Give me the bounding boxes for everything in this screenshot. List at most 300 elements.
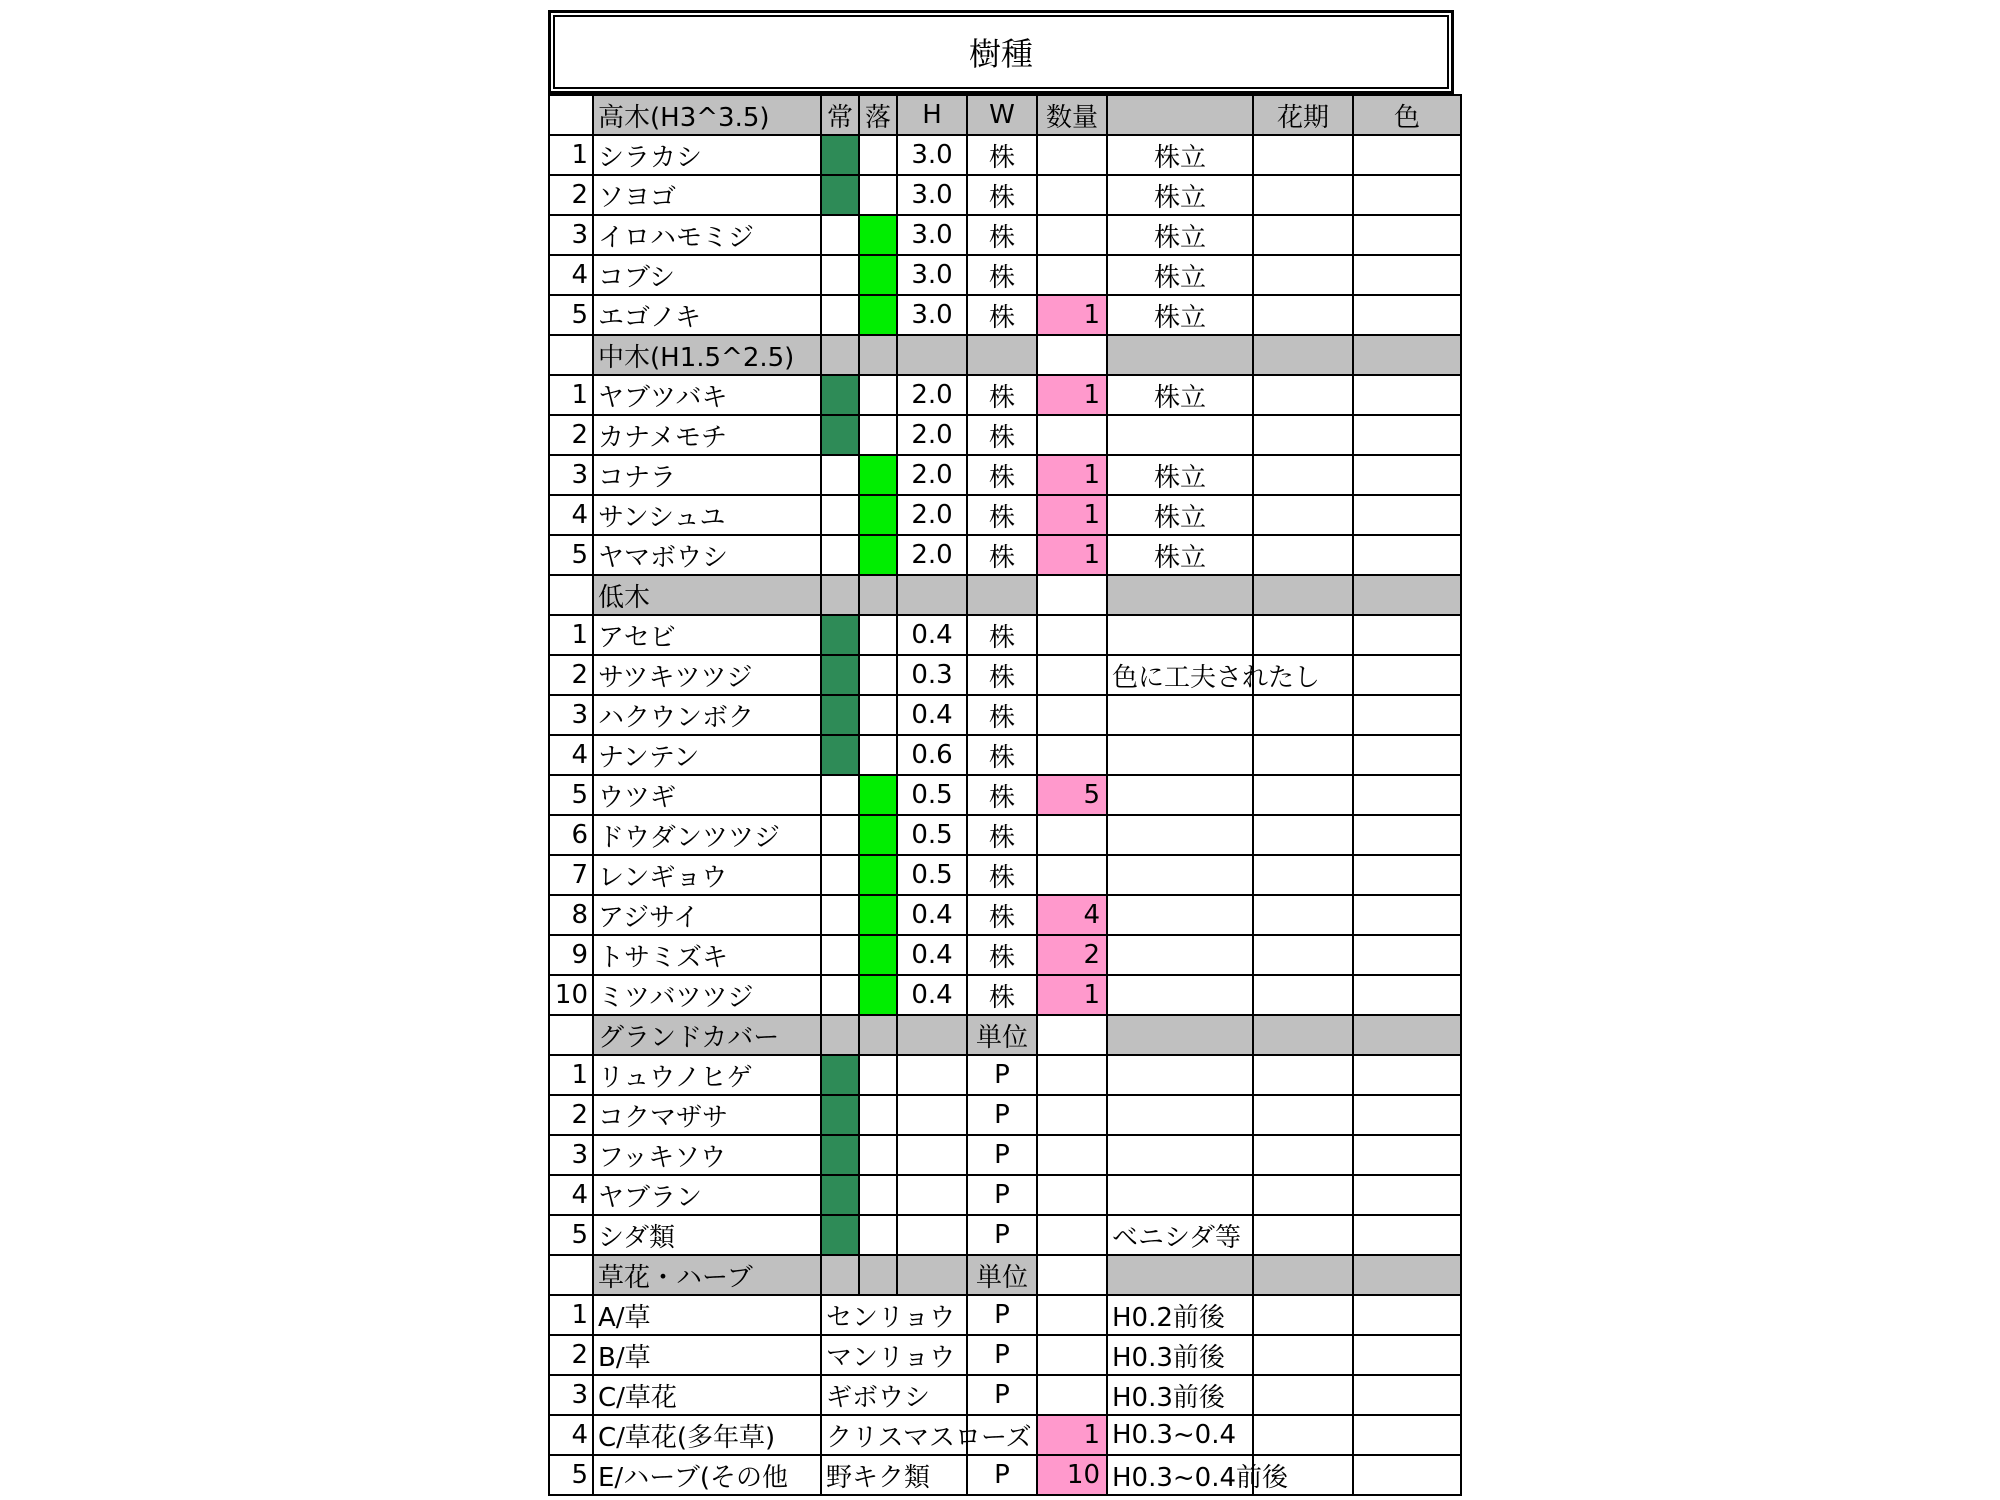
deciduous-marker <box>859 1175 897 1215</box>
deciduous-marker <box>859 855 897 895</box>
plant-name: イロハモミジ <box>593 215 821 255</box>
height-value: 0.4 <box>897 975 967 1015</box>
color-cell <box>1353 815 1461 855</box>
evergreen-marker <box>821 695 859 735</box>
header-deciduous: 落 <box>859 95 897 135</box>
note-value: 株立 <box>1107 375 1253 415</box>
row-number: 4 <box>549 495 593 535</box>
header-bloom: 花期 <box>1253 95 1353 135</box>
note-value <box>1107 1135 1253 1175</box>
deciduous-marker <box>859 255 897 295</box>
color-cell <box>1353 135 1461 175</box>
note-value: 株立 <box>1107 295 1253 335</box>
color-cell <box>1353 1295 1461 1335</box>
height-value: 2.0 <box>897 495 967 535</box>
note-value <box>1107 615 1253 655</box>
section-color-cell <box>1353 1255 1461 1295</box>
color-cell <box>1353 215 1461 255</box>
bloom-period-cell <box>1253 1135 1353 1175</box>
section-unit-label: 単位 <box>967 1255 1037 1295</box>
section-header-row <box>549 335 1461 375</box>
quantity-value <box>1037 735 1107 775</box>
quantity-value <box>1037 615 1107 655</box>
note-value: 株立 <box>1107 495 1253 535</box>
quantity-value <box>1037 255 1107 295</box>
evergreen-marker <box>821 1215 859 1255</box>
bloom-period-cell <box>1253 255 1353 295</box>
plant-name: レンギョウ <box>593 855 821 895</box>
table-row <box>549 935 1461 975</box>
quantity-value: 1 <box>1037 975 1107 1015</box>
height-value: 3.0 <box>897 255 967 295</box>
section-evergreen-cell <box>821 335 859 375</box>
unit-value: 株 <box>967 375 1037 415</box>
color-cell <box>1353 1375 1461 1415</box>
table-row <box>549 535 1461 575</box>
deciduous-marker <box>859 775 897 815</box>
color-cell <box>1353 895 1461 935</box>
plant-name: リュウノヒゲ <box>593 1055 821 1095</box>
evergreen-marker <box>821 1055 859 1095</box>
quantity-value: 1 <box>1037 295 1107 335</box>
unit-value: 株 <box>967 935 1037 975</box>
bloom-period-cell <box>1253 375 1353 415</box>
quantity-value: 1 <box>1037 495 1107 535</box>
plant-name: コブシ <box>593 255 821 295</box>
height-value: 0.4 <box>897 895 967 935</box>
deciduous-marker <box>859 1135 897 1175</box>
example-species: ギボウシ <box>821 1375 967 1415</box>
row-number: 5 <box>549 535 593 575</box>
plant-name: C/草花 <box>593 1375 821 1415</box>
color-cell <box>1353 455 1461 495</box>
evergreen-marker <box>821 175 859 215</box>
color-cell <box>1353 1415 1461 1455</box>
color-cell <box>1353 735 1461 775</box>
example-species: クリスマスローズ <box>821 1415 967 1455</box>
deciduous-marker <box>859 535 897 575</box>
evergreen-marker <box>821 1175 859 1215</box>
color-cell <box>1353 1455 1461 1495</box>
section-header-row <box>549 1015 1461 1055</box>
unit-value: 株 <box>967 775 1037 815</box>
note-value <box>1107 695 1253 735</box>
quantity-value: 4 <box>1037 895 1107 935</box>
note-value: H0.3~0.4 <box>1107 1415 1253 1455</box>
section-bloom-cell <box>1253 575 1353 615</box>
header-h: H <box>897 95 967 135</box>
quantity-value: 5 <box>1037 775 1107 815</box>
example-species: マンリョウ <box>821 1335 967 1375</box>
table-row <box>549 415 1461 455</box>
row-number: 1 <box>549 1295 593 1335</box>
quantity-value <box>1037 135 1107 175</box>
bloom-period-cell <box>1253 175 1353 215</box>
bloom-period-cell <box>1253 1375 1353 1415</box>
header-evergreen: 常 <box>821 95 859 135</box>
unit-value: 株 <box>967 815 1037 855</box>
bloom-period-cell <box>1253 615 1353 655</box>
table-row <box>549 495 1461 535</box>
section-unit-label <box>967 575 1037 615</box>
color-cell <box>1353 375 1461 415</box>
section-header-row <box>549 1255 1461 1295</box>
note-value <box>1107 895 1253 935</box>
plant-name: コクマザサ <box>593 1095 821 1135</box>
note-value <box>1107 775 1253 815</box>
quantity-value: 1 <box>1037 535 1107 575</box>
section-qty-cell <box>1037 1015 1107 1055</box>
table-row <box>549 375 1461 415</box>
table-row <box>549 255 1461 295</box>
deciduous-marker <box>859 375 897 415</box>
plant-name: ミツバツツジ <box>593 975 821 1015</box>
row-number: 4 <box>549 735 593 775</box>
section-deciduous-cell <box>859 575 897 615</box>
table-row <box>549 215 1461 255</box>
row-number: 2 <box>549 655 593 695</box>
section-note-cell <box>1107 335 1253 375</box>
table-row <box>549 615 1461 655</box>
height-value: 0.5 <box>897 855 967 895</box>
plant-name: サツキツツジ <box>593 655 821 695</box>
header-no <box>549 95 593 135</box>
unit-value: 株 <box>967 975 1037 1015</box>
plant-name: トサミズキ <box>593 935 821 975</box>
section-evergreen-cell <box>821 1255 859 1295</box>
bloom-period-cell <box>1253 495 1353 535</box>
note-value <box>1107 935 1253 975</box>
header-color: 色 <box>1353 95 1461 135</box>
unit-value: P <box>967 1135 1037 1175</box>
evergreen-marker <box>821 535 859 575</box>
plant-name: ハクウンボク <box>593 695 821 735</box>
quantity-value: 2 <box>1037 935 1107 975</box>
color-cell <box>1353 1215 1461 1255</box>
unit-value: P <box>967 1375 1037 1415</box>
row-number: 5 <box>549 295 593 335</box>
unit-value: P <box>967 1215 1037 1255</box>
section-note-cell <box>1107 1255 1253 1295</box>
table-body <box>549 95 1461 1495</box>
evergreen-marker <box>821 975 859 1015</box>
evergreen-marker <box>821 1095 859 1135</box>
table-row <box>549 295 1461 335</box>
plant-name: A/草 <box>593 1295 821 1335</box>
section-h-cell <box>897 575 967 615</box>
evergreen-marker <box>821 455 859 495</box>
evergreen-marker <box>821 1135 859 1175</box>
quantity-value: 1 <box>1037 375 1107 415</box>
evergreen-marker <box>821 735 859 775</box>
quantity-value <box>1037 1335 1107 1375</box>
bloom-period-cell <box>1253 295 1353 335</box>
unit-value: 株 <box>967 175 1037 215</box>
plant-name: ヤブラン <box>593 1175 821 1215</box>
evergreen-marker <box>821 815 859 855</box>
color-cell <box>1353 1095 1461 1135</box>
evergreen-marker <box>821 855 859 895</box>
deciduous-marker <box>859 615 897 655</box>
section-no-cell <box>549 575 593 615</box>
bloom-period-cell <box>1253 815 1353 855</box>
unit-value: P <box>967 1095 1037 1135</box>
bloom-period-cell <box>1253 135 1353 175</box>
note-value <box>1107 855 1253 895</box>
bloom-period-cell <box>1253 895 1353 935</box>
section-color-cell <box>1353 335 1461 375</box>
row-number: 6 <box>549 815 593 855</box>
height-value: 3.0 <box>897 175 967 215</box>
table-row <box>549 135 1461 175</box>
section-title: グランドカバー <box>593 1015 821 1055</box>
unit-value: 株 <box>967 535 1037 575</box>
note-value <box>1107 815 1253 855</box>
table-row <box>549 1295 1461 1335</box>
note-value: 株立 <box>1107 455 1253 495</box>
table-row <box>549 1175 1461 1215</box>
section-h-cell <box>897 335 967 375</box>
height-value <box>897 1215 967 1255</box>
bloom-period-cell <box>1253 1295 1353 1335</box>
note-value: 株立 <box>1107 135 1253 175</box>
plant-name: ヤブツバキ <box>593 375 821 415</box>
section-note-cell <box>1107 575 1253 615</box>
evergreen-marker <box>821 255 859 295</box>
deciduous-marker <box>859 1215 897 1255</box>
plant-name: アジサイ <box>593 895 821 935</box>
row-number: 4 <box>549 255 593 295</box>
deciduous-marker <box>859 935 897 975</box>
height-value: 3.0 <box>897 135 967 175</box>
plant-name: B/草 <box>593 1335 821 1375</box>
quantity-value <box>1037 1215 1107 1255</box>
evergreen-marker <box>821 375 859 415</box>
bloom-period-cell <box>1253 455 1353 495</box>
deciduous-marker <box>859 895 897 935</box>
unit-value: 株 <box>967 295 1037 335</box>
deciduous-marker <box>859 1095 897 1135</box>
plant-name: ソヨゴ <box>593 175 821 215</box>
unit-value: 株 <box>967 255 1037 295</box>
height-value: 2.0 <box>897 415 967 455</box>
unit-value: 株 <box>967 135 1037 175</box>
quantity-value <box>1037 655 1107 695</box>
height-value: 0.4 <box>897 695 967 735</box>
row-number: 4 <box>549 1175 593 1215</box>
row-number: 10 <box>549 975 593 1015</box>
note-value: 株立 <box>1107 175 1253 215</box>
table-row <box>549 735 1461 775</box>
bloom-period-cell <box>1253 695 1353 735</box>
note-value: ベニシダ等 <box>1107 1215 1253 1255</box>
deciduous-marker <box>859 495 897 535</box>
color-cell <box>1353 975 1461 1015</box>
section-color-cell <box>1353 575 1461 615</box>
section-unit-label <box>967 335 1037 375</box>
height-value: 0.5 <box>897 775 967 815</box>
deciduous-marker <box>859 175 897 215</box>
deciduous-marker <box>859 735 897 775</box>
unit-value: P <box>967 1335 1037 1375</box>
row-number: 2 <box>549 415 593 455</box>
deciduous-marker <box>859 415 897 455</box>
bloom-period-cell <box>1253 1095 1353 1135</box>
deciduous-marker <box>859 455 897 495</box>
height-value: 0.4 <box>897 615 967 655</box>
height-value <box>897 1055 967 1095</box>
evergreen-marker <box>821 135 859 175</box>
table-row <box>549 695 1461 735</box>
section-h-cell <box>897 1255 967 1295</box>
height-value: 3.0 <box>897 215 967 255</box>
quantity-value <box>1037 175 1107 215</box>
color-cell <box>1353 1335 1461 1375</box>
plant-name: サンシュユ <box>593 495 821 535</box>
row-number: 5 <box>549 1455 593 1495</box>
bloom-period-cell <box>1253 1055 1353 1095</box>
color-cell <box>1353 695 1461 735</box>
height-value: 0.6 <box>897 735 967 775</box>
deciduous-marker <box>859 215 897 255</box>
height-value <box>897 1135 967 1175</box>
section-note-cell <box>1107 1015 1253 1055</box>
height-value: 0.3 <box>897 655 967 695</box>
height-value: 2.0 <box>897 535 967 575</box>
example-species: センリョウ <box>821 1295 967 1335</box>
note-value: H0.3~0.4前後 <box>1107 1455 1253 1495</box>
row-number: 1 <box>549 375 593 415</box>
unit-value: P <box>967 1455 1037 1495</box>
note-value <box>1107 975 1253 1015</box>
row-number: 2 <box>549 1335 593 1375</box>
table-row <box>549 1215 1461 1255</box>
evergreen-marker <box>821 615 859 655</box>
color-cell <box>1353 255 1461 295</box>
color-cell <box>1353 295 1461 335</box>
height-value: 3.0 <box>897 295 967 335</box>
section-qty-cell <box>1037 1255 1107 1295</box>
table-row <box>549 1375 1461 1415</box>
note-value: H0.3前後 <box>1107 1375 1253 1415</box>
evergreen-marker <box>821 295 859 335</box>
section-deciduous-cell <box>859 1015 897 1055</box>
header-row <box>549 95 1461 135</box>
section-unit-label: 単位 <box>967 1015 1037 1055</box>
quantity-value <box>1037 815 1107 855</box>
table-row <box>549 775 1461 815</box>
section-qty-cell <box>1037 575 1107 615</box>
quantity-value <box>1037 855 1107 895</box>
table-row <box>549 1415 1461 1455</box>
row-number: 5 <box>549 1215 593 1255</box>
color-cell <box>1353 175 1461 215</box>
row-number: 2 <box>549 175 593 215</box>
bloom-period-cell <box>1253 935 1353 975</box>
bloom-period-cell <box>1253 855 1353 895</box>
row-number: 7 <box>549 855 593 895</box>
unit-value: 株 <box>967 695 1037 735</box>
bloom-period-cell <box>1253 415 1353 455</box>
quantity-value <box>1037 695 1107 735</box>
plant-name: C/草花(多年草) <box>593 1415 821 1455</box>
note-value <box>1107 1055 1253 1095</box>
row-number: 3 <box>549 1375 593 1415</box>
row-number: 8 <box>549 895 593 935</box>
color-cell <box>1353 1055 1461 1095</box>
note-value: 色に工夫されたし <box>1107 655 1253 695</box>
color-cell <box>1353 935 1461 975</box>
height-value: 0.5 <box>897 815 967 855</box>
evergreen-marker <box>821 655 859 695</box>
example-species: 野キク類 <box>821 1455 967 1495</box>
color-cell <box>1353 855 1461 895</box>
note-value: 株立 <box>1107 215 1253 255</box>
header-section-title: 高木(H3^3.5) <box>593 95 821 135</box>
unit-value: 株 <box>967 615 1037 655</box>
quantity-value <box>1037 1095 1107 1135</box>
section-evergreen-cell <box>821 575 859 615</box>
row-number: 4 <box>549 1415 593 1455</box>
unit-value: 株 <box>967 455 1037 495</box>
evergreen-marker <box>821 775 859 815</box>
bloom-period-cell <box>1253 1415 1353 1455</box>
section-deciduous-cell <box>859 1255 897 1295</box>
section-color-cell <box>1353 1015 1461 1055</box>
unit-value: 株 <box>967 215 1037 255</box>
table-row <box>549 1095 1461 1135</box>
row-number: 1 <box>549 135 593 175</box>
plant-name: E/ハーブ(その他 <box>593 1455 821 1495</box>
deciduous-marker <box>859 655 897 695</box>
unit-value: P <box>967 1055 1037 1095</box>
quantity-value: 1 <box>1037 1415 1107 1455</box>
quantity-value <box>1037 1295 1107 1335</box>
plant-name: シダ類 <box>593 1215 821 1255</box>
note-value <box>1107 1095 1253 1135</box>
section-title: 中木(H1.5^2.5) <box>593 335 821 375</box>
unit-value: 株 <box>967 855 1037 895</box>
section-title: 低木 <box>593 575 821 615</box>
table-row <box>549 975 1461 1015</box>
deciduous-marker <box>859 975 897 1015</box>
quantity-value: 1 <box>1037 455 1107 495</box>
sheet-title-text: 樹種 <box>968 35 1033 73</box>
note-value <box>1107 415 1253 455</box>
plant-name: アセビ <box>593 615 821 655</box>
row-number: 2 <box>549 1095 593 1135</box>
unit-value: P <box>967 1175 1037 1215</box>
section-no-cell <box>549 335 593 375</box>
note-value: 株立 <box>1107 255 1253 295</box>
section-bloom-cell <box>1253 335 1353 375</box>
evergreen-marker <box>821 895 859 935</box>
color-cell <box>1353 495 1461 535</box>
quantity-value <box>1037 415 1107 455</box>
unit-value: 株 <box>967 495 1037 535</box>
table-row <box>549 175 1461 215</box>
evergreen-marker <box>821 215 859 255</box>
header-w: W <box>967 95 1037 135</box>
height-value: 2.0 <box>897 375 967 415</box>
bloom-period-cell <box>1253 775 1353 815</box>
evergreen-marker <box>821 935 859 975</box>
evergreen-marker <box>821 495 859 535</box>
section-h-cell <box>897 1015 967 1055</box>
height-value: 0.4 <box>897 935 967 975</box>
section-bloom-cell <box>1253 1015 1353 1055</box>
quantity-value <box>1037 1135 1107 1175</box>
